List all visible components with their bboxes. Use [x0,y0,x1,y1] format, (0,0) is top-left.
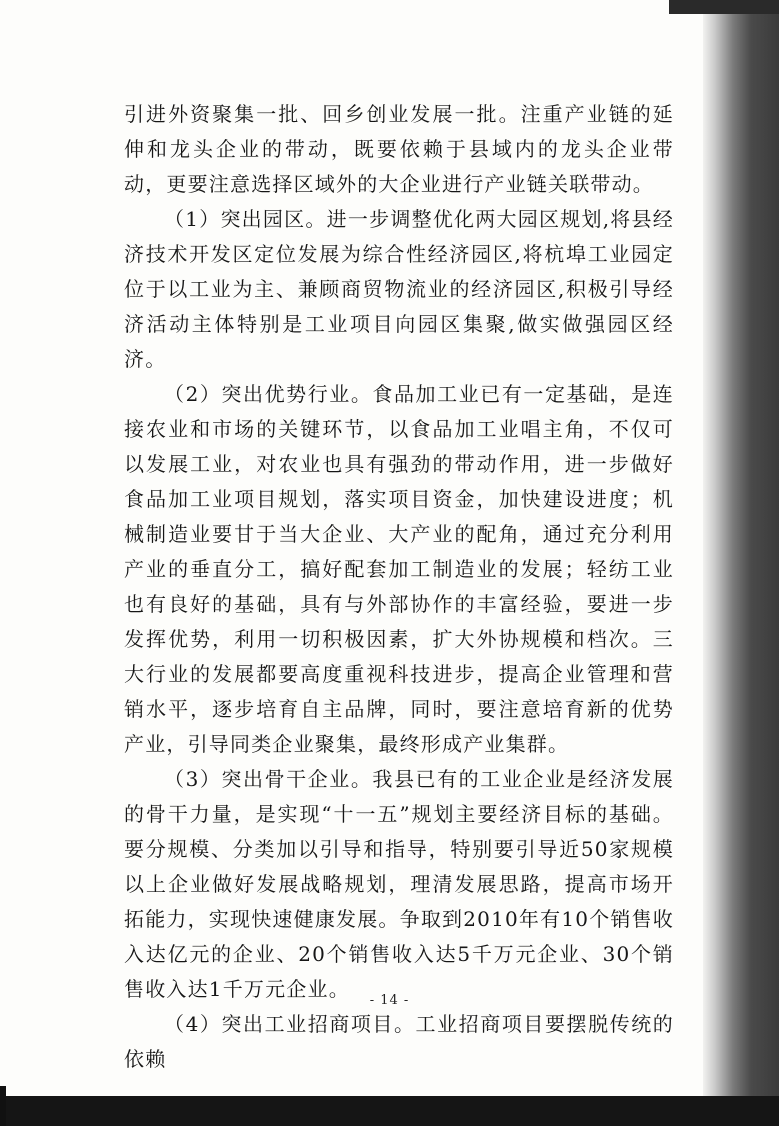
scan-spine-top-edge [669,0,779,14]
paragraph-parks: （1）突出园区。进一步调整优化两大园区规划,将县经济技术开发区定位发展为综合性经济园区,将杭埠工业园定位于以工业为主、兼顾商贸物流业的经济园区,积极引导经济活动主体特别是工业项目向园区集聚,做实做强园区经济。 [124,207,674,371]
paragraph-continuation: 引进外资聚集一批、回乡创业发展一批。注重产业链的延伸和龙头企业的带动，既要依赖于县域内的龙头企业带动，更要注意选择区域外的大企业进行产业链关联带动。 [124,102,674,196]
scan-spine-shadow [703,0,779,1126]
paragraph-key-enterprises: （3）突出骨干企业。我县已有的工业企业是经济发展的骨干力量，是实现“十一五”规划主要经济目标的基础。要分规模、分类加以引导和指导，特别要引导近50家规模以上企业做好发展战略规划，理清发展思路，提高市场开拓能力，实现快速健康发展。争取到2010年有10个销售收入达亿元的企业、20个销售收入达5千万元企业、30个销售收入达1千万元企业。 [124,767,674,1001]
document-body [124,97,674,1077]
scan-bottom-shadow [0,1096,779,1126]
paragraph-investment-projects: （4）突出工业招商项目。工业招商项目要摆脱传统的依赖 [124,1012,674,1071]
scan-left-mark [0,1086,6,1126]
paragraph-industries: （2）突出优势行业。食品加工业已有一定基础，是连接农业和市场的关键环节，以食品加工业唱主角，不仅可以发展工业，对农业也具有强劲的带动作用，进一步做好食品加工业项目规划，落实项目资金，加快建设进度；机械制造业要甘于当大企业、大产业的配角，通过充分利用产业的垂直分工，搞好配套加工制造业的发展；轻纺工业也有良好的基础，具有与外部协作的丰富经验，要进一步发挥优势，利用一切积极因素，扩大外协规模和档次。三大行业的发展都要高度重视科技进步，提高企业管理和营销水平，逐步培育自主品牌，同时，要注意培育新的优势产业，引导同类企业聚集，最终形成产业集群。 [124,382,674,756]
page-number: - 14 - [369,993,410,1008]
